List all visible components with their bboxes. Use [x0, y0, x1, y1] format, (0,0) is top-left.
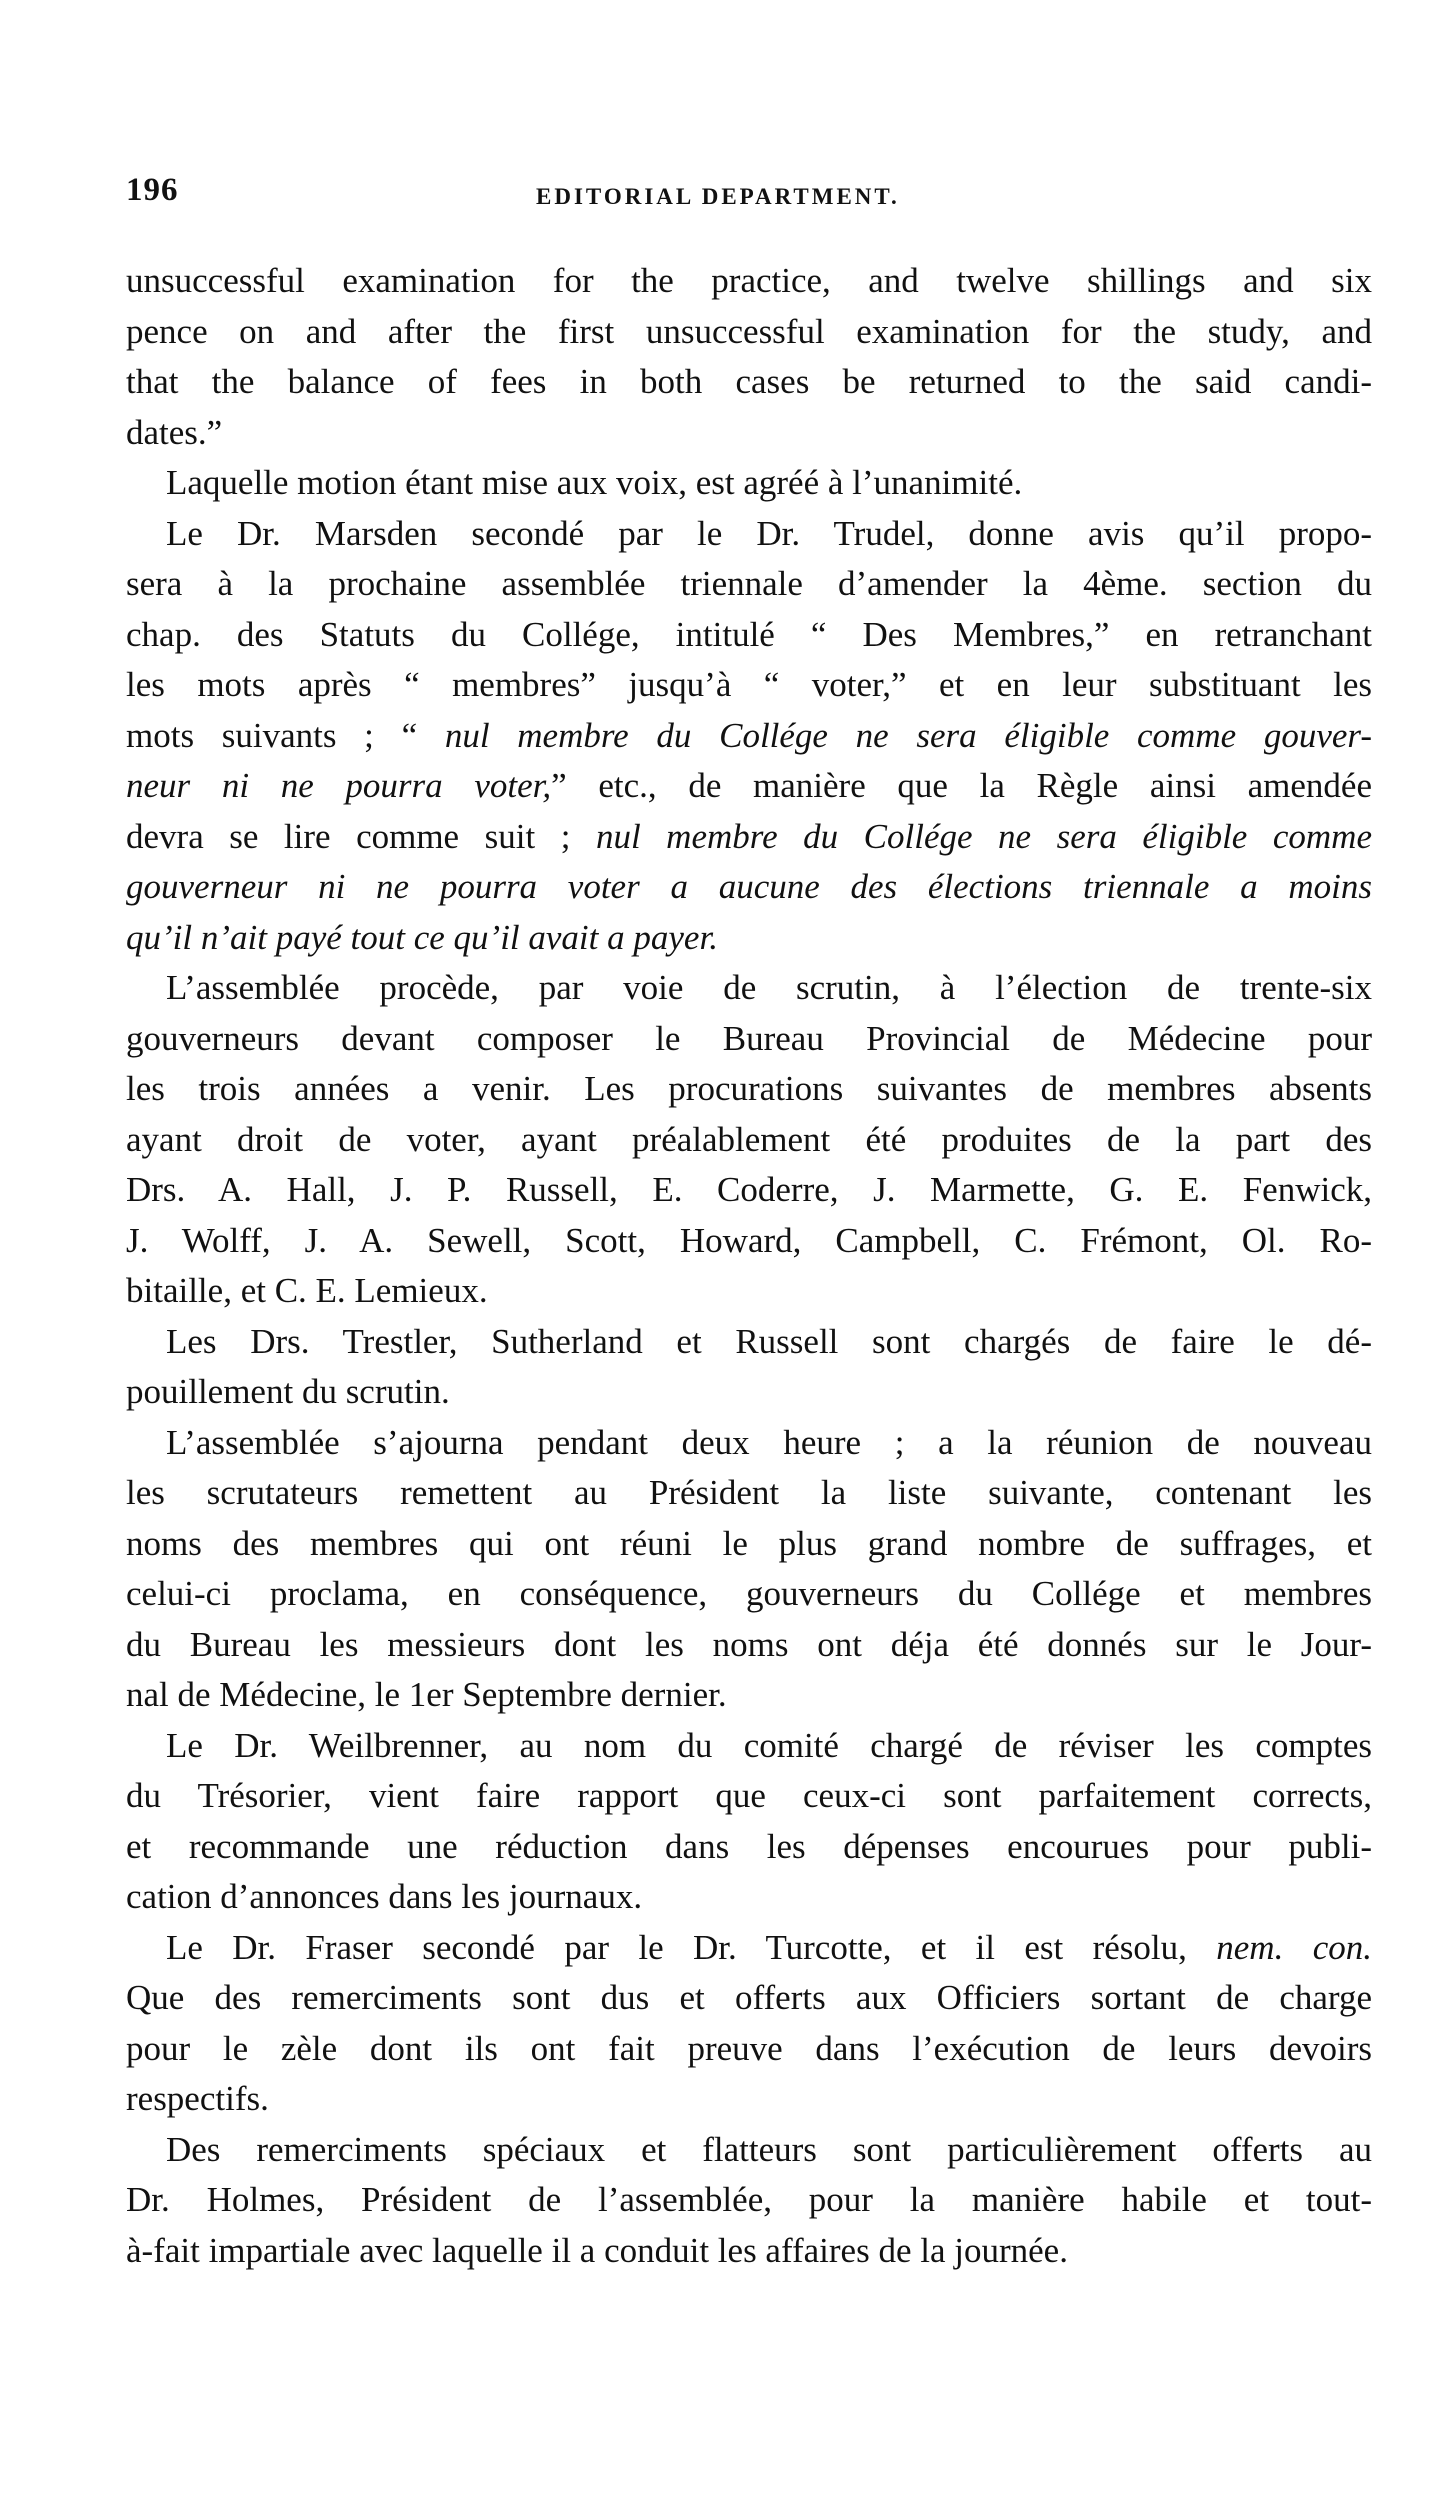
text-line [126, 1266, 1372, 1317]
text-line [126, 509, 1372, 560]
text-segment: pouillement du scrutin. [126, 1372, 450, 1411]
text-line [126, 2125, 1372, 2176]
body-text [126, 256, 1372, 2276]
text-segment: Des remerciments spéciaux et flatteurs sont particulièrement offerts au [166, 2129, 1372, 2169]
text-line [126, 1468, 1372, 1519]
text-segment: les trois années a venir. Les procurations suivantes de membres absents [126, 1069, 1372, 1108]
italic-text: gouverneur ni ne pourra voter a aucune des élections triennale a moins [126, 867, 1372, 906]
text-line [126, 812, 1372, 863]
text-segment: pence on and after the first unsuccessful examination for the study, and [126, 311, 1372, 351]
text-line [126, 1014, 1372, 1065]
text-segment: Dr. Holmes, Président de l’assemblée, pour la manière habile et tout- [126, 2180, 1372, 2219]
text-segment: sera à la prochaine assemblée triennale d’amender la 4ème. section du [126, 564, 1372, 603]
text-segment: L’assemblée s’ajourna pendant deux heure ; a la réunion de nouveau [166, 1422, 1372, 1462]
text-segment: les mots après “ membres” jusqu’à “ voter,” et en leur substituant les [126, 665, 1372, 704]
text-segment: celui-ci proclama, en conséquence, gouverneurs du Collége et membres [126, 1574, 1372, 1613]
text-line [126, 2024, 1372, 2075]
text-line [126, 963, 1372, 1014]
text-segment: du Trésorier, vient faire rapport que ceux-ci sont parfaitement corrects, [126, 1776, 1372, 1815]
text-line [126, 1367, 1372, 1418]
text-line [126, 1317, 1372, 1368]
text-segment: et recommande une réduction dans les dépenses encourues pour publi- [126, 1826, 1372, 1866]
text-segment: Les Drs. Trestler, Sutherland et Russell sont chargés de faire le dé- [166, 1321, 1372, 1361]
text-line [126, 1620, 1372, 1671]
text-segment: ” etc., de manière que la Règle ainsi amendée [551, 766, 1372, 805]
text-segment: Le Dr. Marsden secondé par le Dr. Trudel, donne avis qu’il propo- [166, 513, 1372, 553]
text-line [126, 1872, 1372, 1923]
text-segment: les scrutateurs remettent au Président la liste suivante, contenant les [126, 1473, 1372, 1512]
italic-text: nul membre du Collége ne sera éligible comme gouver- [444, 715, 1372, 755]
text-line [126, 2074, 1372, 2125]
text-segment: dates.” [126, 412, 223, 452]
text-line [126, 1973, 1372, 2024]
text-segment: noms des membres qui ont réuni le plus grand nombre de suffrages, et [126, 1523, 1372, 1563]
text-segment: Que des remerciments sont dus et offerts aux Officiers sortant de charge [126, 1978, 1372, 2017]
italic-text: qu’il n’ait payé tout ce qu’il avait a payer. [126, 917, 718, 957]
text-line [126, 458, 1372, 509]
text-line [126, 1064, 1372, 1115]
text-segment: devra se lire comme suit ; [126, 816, 596, 856]
italic-text: nem. con. [1216, 1927, 1372, 1967]
text-line [126, 2175, 1372, 2226]
text-line [126, 761, 1372, 812]
text-line [126, 1216, 1372, 1267]
text-line [126, 1923, 1372, 1974]
text-line [126, 711, 1372, 762]
text-segment: gouverneurs devant composer le Bureau Provincial de Médecine pour [126, 1018, 1372, 1058]
text-line [126, 913, 1372, 964]
text-line [126, 1165, 1372, 1216]
text-segment: pour le zèle dont ils ont fait preuve dans l’exécution de leurs devoirs [126, 2028, 1372, 2068]
text-line [126, 256, 1372, 307]
text-segment: unsuccessful examination for the practice, and twelve shillings and six [126, 261, 1372, 300]
italic-text: neur ni ne pourra voter, [126, 766, 552, 805]
text-line [126, 1519, 1372, 1570]
text-segment: ayant droit de voter, ayant préalablement été produites de la part des [126, 1119, 1372, 1159]
text-segment: that the balance of fees in both cases be returned to the said candi- [126, 362, 1372, 401]
running-head: EDITORIAL DEPARTMENT. [536, 184, 900, 209]
text-line [126, 610, 1372, 661]
text-line [126, 408, 1372, 459]
text-segment: bitaille, et C. E. Lemieux. [126, 1271, 488, 1310]
text-segment: Le Dr. Fraser secondé par le Dr. Turcotte, et il est résolu, [166, 1927, 1217, 1967]
text-line [126, 2226, 1372, 2277]
text-segment: du Bureau les messieurs dont les noms ont déja été donnés sur le Jour- [126, 1624, 1372, 1664]
text-segment: Le Dr. Weilbrenner, au nom du comité chargé de réviser les comptes [166, 1725, 1372, 1765]
text-line [126, 1670, 1372, 1721]
text-line [126, 1115, 1372, 1166]
text-segment: L’assemblée procède, par voie de scrutin, à l’élection de trente-six [166, 968, 1372, 1007]
text-segment: cation d’annonces dans les journaux. [126, 1877, 643, 1916]
text-line [126, 1822, 1372, 1873]
text-line [126, 1418, 1372, 1469]
text-line [126, 357, 1372, 408]
text-line [126, 660, 1372, 711]
text-line [126, 862, 1372, 913]
text-line [126, 559, 1372, 610]
page-header [126, 172, 1372, 232]
text-segment: respectifs. [126, 2079, 269, 2118]
text-line [126, 1569, 1372, 1620]
text-segment: à-fait impartiale avec laquelle il a conduit les affaires de la journée. [126, 2230, 1068, 2270]
text-segment: Laquelle motion étant mise aux voix, est agréé à l’unanimité. [166, 463, 1023, 502]
text-segment: chap. des Statuts du Collége, intitulé “ Des Membres,” en retranchant [126, 614, 1372, 654]
italic-text: nul membre du Collége ne sera éligible comme [595, 816, 1372, 856]
text-line [126, 1721, 1372, 1772]
text-segment: Drs. A. Hall, J. P. Russell, E. Coderre, J. Marmette, G. E. Fenwick, [126, 1170, 1372, 1209]
text-segment: mots suivants ; “ [126, 715, 445, 755]
text-line [126, 1771, 1372, 1822]
text-segment: nal de Médecine, le 1er Septembre dernier. [126, 1675, 727, 1714]
page-number: 196 [126, 172, 179, 208]
text-segment: J. Wolff, J. A. Sewell, Scott, Howard, Campbell, C. Frémont, Ol. Ro- [126, 1220, 1372, 1260]
text-line [126, 307, 1372, 358]
